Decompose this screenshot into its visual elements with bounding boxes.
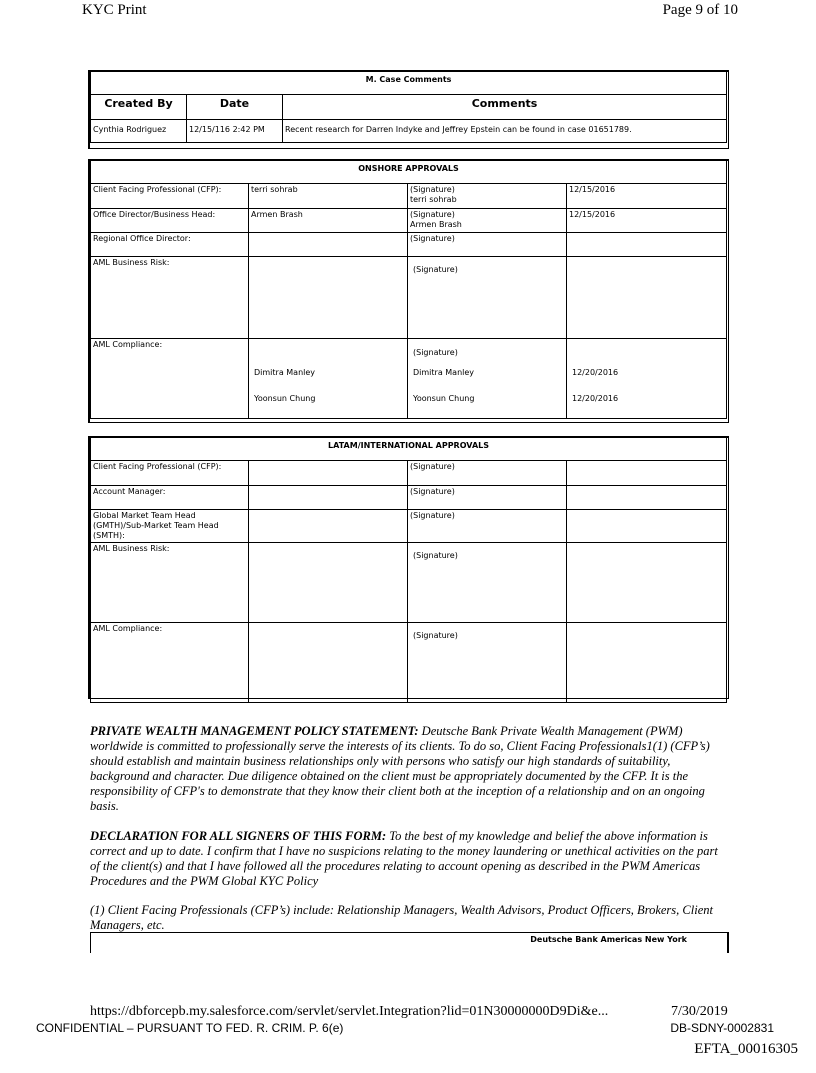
col-comments: Comments <box>283 95 727 120</box>
approval-date <box>567 486 727 510</box>
confidential-notice: CONFIDENTIAL – PURSUANT TO FED. R. CRIM. P. 6(e) <box>36 1021 344 1035</box>
onshore-approvals-table <box>90 160 727 419</box>
approval-date <box>567 623 727 703</box>
signature-field: (Signature) <box>408 543 567 623</box>
signature-field: (Signature) <box>408 461 567 486</box>
approver-name <box>249 461 408 486</box>
print-date: 7/30/2019 <box>671 1004 728 1019</box>
approver-name: Armen Brash <box>249 209 408 233</box>
latam-approvals-table <box>90 437 727 703</box>
table-row <box>91 257 727 339</box>
table-row <box>91 339 727 419</box>
approval-label: Client Facing Professional (CFP): <box>91 184 249 209</box>
policy-statement <box>90 724 730 814</box>
approval-label: AML Business Risk: <box>91 257 249 339</box>
table-row <box>91 543 727 623</box>
declaration <box>90 829 730 889</box>
latam-title: LATAM/INTERNATIONAL APPROVALS <box>91 438 727 461</box>
policy-text: Deutsche Bank Private Wealth Management (PWM) worldwide is committed to professionally serve the interests of its clients. To do so, Client Facing Professionals1(1) (CFP’s) should establish and maintain business relationships only with persons who satisfy our high standards of suitability, background and character. Due diligence obtained on the client must be appropriately documented by the CFP. It is the responsibility of CFP's to demonstrate that they know their client both at the inception of a relationship and on an ongoing basis. <box>90 724 710 813</box>
approval-label: Client Facing Professional (CFP): <box>91 461 249 486</box>
comment-date: 12/15/116 2:42 PM <box>187 120 283 143</box>
bank-footer-box <box>90 932 729 953</box>
signature-field: (Signature) terri sohrab <box>408 184 567 209</box>
approval-date <box>567 233 727 257</box>
table-row <box>91 461 727 486</box>
table-row <box>91 209 727 233</box>
approver-name <box>249 543 408 623</box>
approval-label: Global Market Team Head (GMTH)/Sub-Market Team Head (SMTH): <box>91 510 249 543</box>
source-url: https://dbforcepb.my.salesforce.com/servlet/servlet.Integration?lid=01N30000000D9Di&e... <box>90 1004 609 1019</box>
signature-field: (Signature) <box>408 233 567 257</box>
approval-date <box>567 543 727 623</box>
approval-date: 12/20/2016 12/20/2016 <box>567 339 727 419</box>
approver-name: Dimitra Manley Yoonsun Chung <box>249 339 408 419</box>
signature-field: (Signature) Dimitra Manley Yoonsun Chung <box>408 339 567 419</box>
approval-date <box>567 461 727 486</box>
efta-number: EFTA_00016305 <box>694 1041 798 1057</box>
approval-date <box>567 510 727 543</box>
bates-number: DB-SDNY-0002831 <box>670 1021 774 1035</box>
approval-date: 12/15/2016 <box>567 209 727 233</box>
onshore-title: ONSHORE APPROVALS <box>91 161 727 184</box>
approval-label: Account Manager: <box>91 486 249 510</box>
comment-text: Recent research for Darren Indyke and Jeffrey Epstein can be found in case 01651789. <box>283 120 727 143</box>
col-created-by: Created By <box>91 95 187 120</box>
approval-label: AML Compliance: <box>91 339 249 419</box>
page-number: Page 9 of 10 <box>662 2 738 18</box>
print-title: KYC Print <box>82 2 147 18</box>
approval-date: 12/15/2016 <box>567 184 727 209</box>
signature-field: (Signature) <box>408 510 567 543</box>
approver-name <box>249 510 408 543</box>
table-row <box>91 233 727 257</box>
approval-date <box>567 257 727 339</box>
col-date: Date <box>187 95 283 120</box>
bank-name: Deutsche Bank Americas New York <box>530 935 687 944</box>
declaration-text: To the best of my knowledge and belief the above information is correct and up to date. I confirm that I have no suspicions relating to the money laundering or unethical activities on the part of the client(s) and that I have followed all the procedures relating to account opening as described in the PWM Americas Procedures and the PWM Global KYC Policy <box>90 829 718 888</box>
approval-label: AML Business Risk: <box>91 543 249 623</box>
approval-label: Regional Office Director: <box>91 233 249 257</box>
table-row <box>91 120 727 143</box>
signature-field: (Signature) <box>408 257 567 339</box>
approver-name: terri sohrab <box>249 184 408 209</box>
case-comments-table <box>90 71 727 143</box>
signature-field: (Signature) Armen Brash <box>408 209 567 233</box>
approval-label: AML Compliance: <box>91 623 249 703</box>
approver-name <box>249 623 408 703</box>
declaration-heading: DECLARATION FOR ALL SIGNERS OF THIS FORM: <box>90 829 387 843</box>
signature-field: (Signature) <box>408 486 567 510</box>
table-row <box>91 184 727 209</box>
case-comments-title: M. Case Comments <box>91 72 727 95</box>
signature-field: (Signature) <box>408 623 567 703</box>
footnote: (1) Client Facing Professionals (CFP’s) include: Relationship Managers, Wealth Advisors, Product Officers, Brokers, Client Managers, etc. <box>90 903 713 932</box>
comment-author: Cynthia Rodriguez <box>91 120 187 143</box>
table-row <box>91 510 727 543</box>
approver-name <box>249 257 408 339</box>
approver-name <box>249 233 408 257</box>
table-row <box>91 486 727 510</box>
table-row <box>91 623 727 703</box>
approval-label: Office Director/Business Head: <box>91 209 249 233</box>
approver-name <box>249 486 408 510</box>
policy-heading: PRIVATE WEALTH MANAGEMENT POLICY STATEMENT: <box>90 724 419 738</box>
